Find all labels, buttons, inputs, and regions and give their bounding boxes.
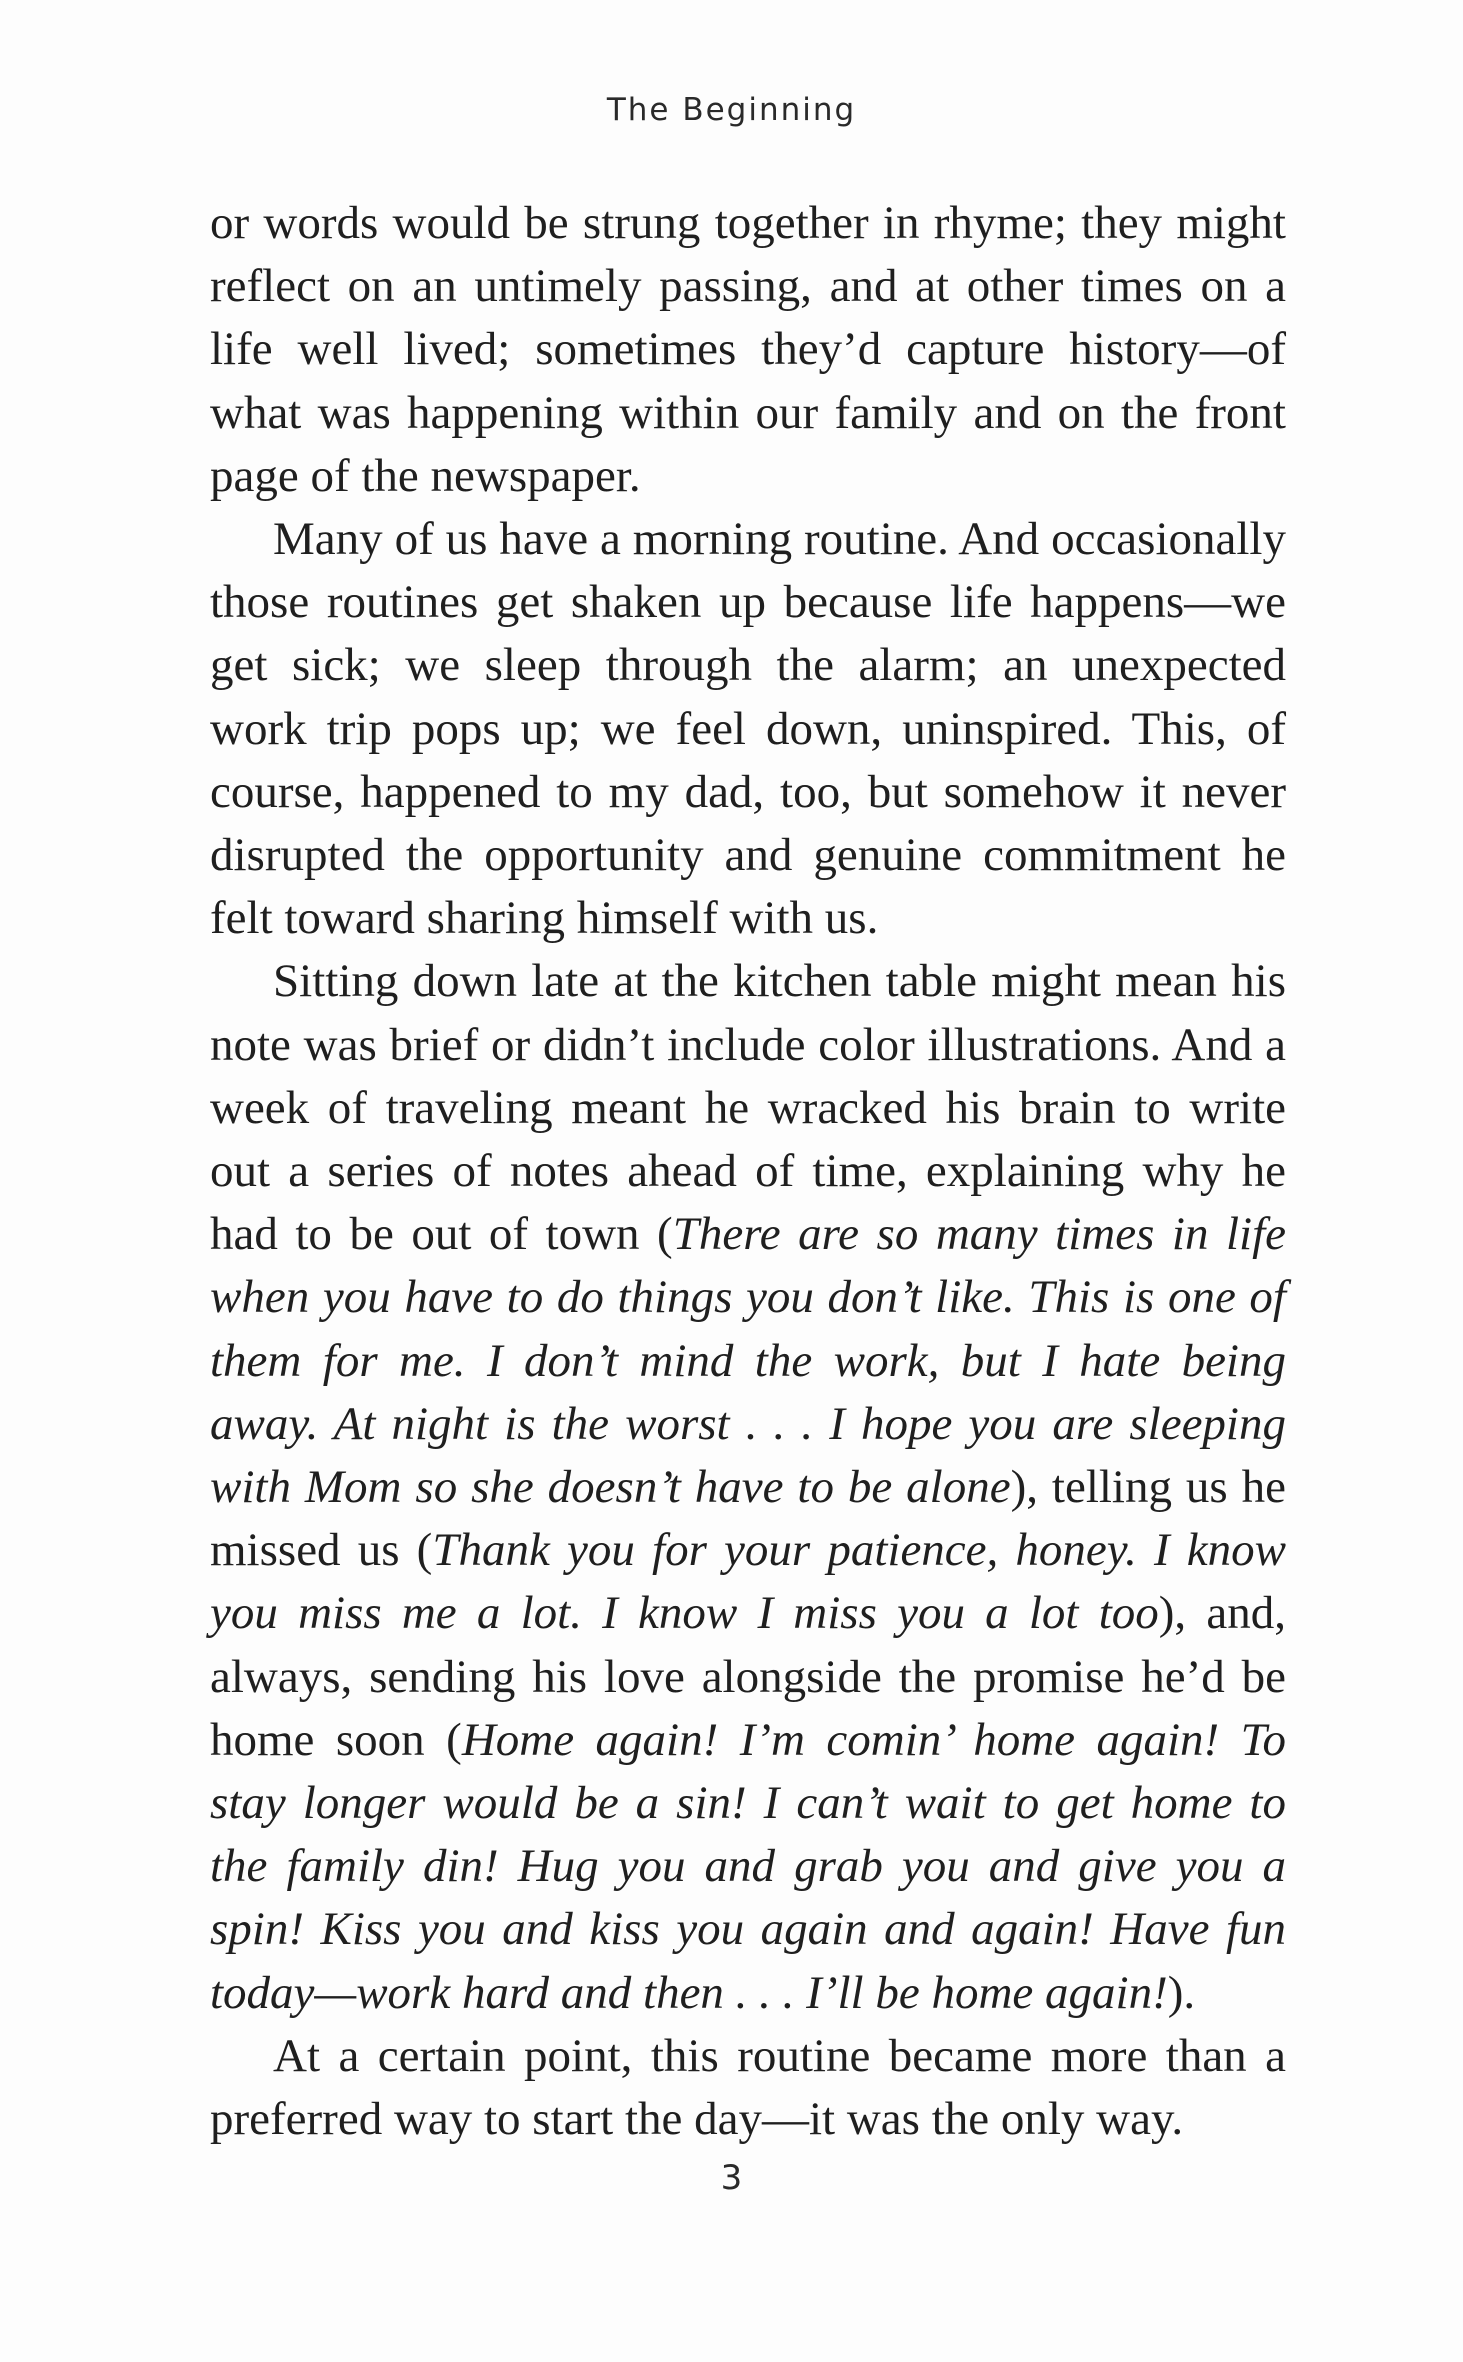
running-head: The Beginning [606,92,857,128]
text-segment: ), and, always, sending his love alongside the promise he’d be home soon ( [210,1587,1286,1766]
paragraph-4 [210,2025,1286,2151]
italic-quote: Home again! I’m comin’ home again! To stay longer would be a sin! I can’t wait to get home to the family din! Hug you and grab you and give you a spin! Kiss you and kiss you again and again! Have fun today—work hard and then . . . I’ll be home again! [210,1713,1286,2019]
text-segment: At a certain point, this routine became more than a preferred way to start the day—it was the only way. [210,2029,1286,2146]
text-segment: Sitting down late at the kitchen table might mean his note was brief or didn’t include color illustrations. And a week of traveling meant he wracked his brain to write out a series of notes ahead of time, explaining why he had to be out of town ( [210,955,1286,1261]
paragraph-1 [210,192,1286,508]
text-segment: ), telling us he missed us ( [210,1461,1286,1577]
body-text [210,192,1286,2151]
paragraph-2 [210,508,1286,950]
text-segment: Many of us have a morning routine. And occasionally those routines get shaken up because life happens—we get sick; we sleep through the alarm; an unexpected work trip pops up; we feel down, uninspired. This, of course, happened to my dad, too, but somehow it never disrupted the opportunity and genuine commitment he felt toward sharing himself with us. [210,513,1286,945]
paragraph-3 [210,950,1286,2024]
italic-quote: Thank you for your patience, honey. I know you miss me a lot. I know I miss you a lot too [210,1524,1286,1640]
text-segment: ). [1167,1966,1196,2019]
italic-quote: There are so many times in life when you have to do things you don’t like. This is one of them for me. I don’t mind the work, but I hate being away. At night is the worst . . . I hope you are sleeping with Mom so she doesn’t have to be alone [210,1208,1286,1514]
page-number: 3 [720,2158,743,2198]
text-segment: or words would be strung together in rhyme; they might reflect on an untimely passing, and at other times on a life well lived; sometimes they’d capture history—of what was happening within our family and on the front page of the newspaper. [210,197,1286,502]
